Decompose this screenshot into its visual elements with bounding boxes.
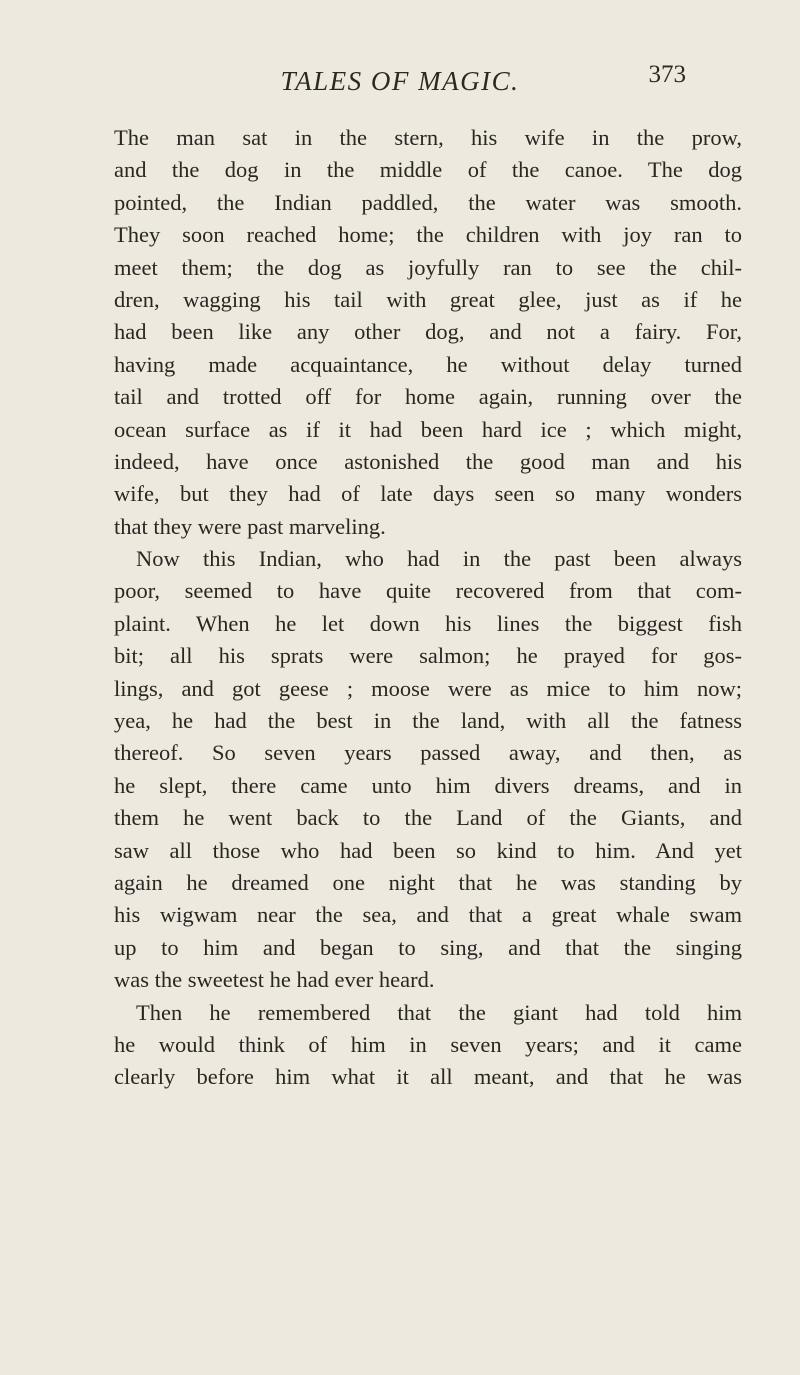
- text-line: Then he remembered that the giant had told him: [136, 999, 742, 1025]
- text-line: meet them; the dog as joyfully ran to see the chil-: [114, 254, 742, 280]
- text-line: dren, wagging his tail with great glee, just as if he: [114, 286, 742, 312]
- text-line: again he dreamed one night that he was standing by: [114, 869, 742, 895]
- text-line: yea, he had the best in the land, with all the fatness: [114, 708, 742, 734]
- body-text: [114, 122, 742, 1094]
- text-line: Now this Indian, who had in the past been always: [136, 546, 742, 572]
- text-line: poor, seemed to have quite recovered from that com-: [114, 578, 742, 604]
- text-line: bit; all his sprats were salmon; he prayed for gos-: [114, 643, 742, 669]
- text-line: he would think of him in seven years; and it came: [114, 1031, 742, 1057]
- text-line: lings, and got geese ; moose were as mice to him now;: [114, 675, 742, 701]
- text-line: them he went back to the Land of the Giants, and: [114, 805, 742, 831]
- running-title: TALES OF MAGIC.: [280, 66, 520, 96]
- text-line: and the dog in the middle of the canoe. The dog: [114, 157, 742, 183]
- text-line: tail and trotted off for home again, running over the: [114, 384, 742, 410]
- text-line: pointed, the Indian paddled, the water was smooth.: [114, 189, 742, 215]
- text-line: thereof. So seven years passed away, and then, as: [114, 740, 742, 766]
- text-line: saw all those who had been so kind to him. And yet: [114, 837, 742, 863]
- text-line: that they were past marveling.: [114, 513, 386, 539]
- text-line: he slept, there came unto him divers dreams, and in: [114, 772, 742, 798]
- page-number: 373: [648, 61, 686, 88]
- text-line: was the sweetest he had ever heard.: [114, 967, 435, 993]
- text-line: indeed, have once astonished the good man and his: [114, 448, 742, 474]
- text-line: having made acquaintance, he without delay turned: [114, 351, 742, 377]
- running-header: [0, 61, 800, 106]
- text-line: his wigwam near the sea, and that a great whale swam: [114, 902, 742, 928]
- text-line: They soon reached home; the children with joy ran to: [114, 222, 742, 248]
- text-line: wife, but they had of late days seen so many wonders: [114, 481, 742, 507]
- text-line: clearly before him what it all meant, and that he was: [114, 1064, 742, 1090]
- text-line: up to him and began to sing, and that the singing: [114, 934, 742, 960]
- text-line: had been like any other dog, and not a fairy. For,: [114, 319, 742, 345]
- text-line: The man sat in the stern, his wife in the prow,: [114, 125, 742, 150]
- text-line: plaint. When he let down his lines the biggest fish: [114, 610, 742, 636]
- text-line: ocean surface as if it had been hard ice ; which might,: [114, 416, 742, 442]
